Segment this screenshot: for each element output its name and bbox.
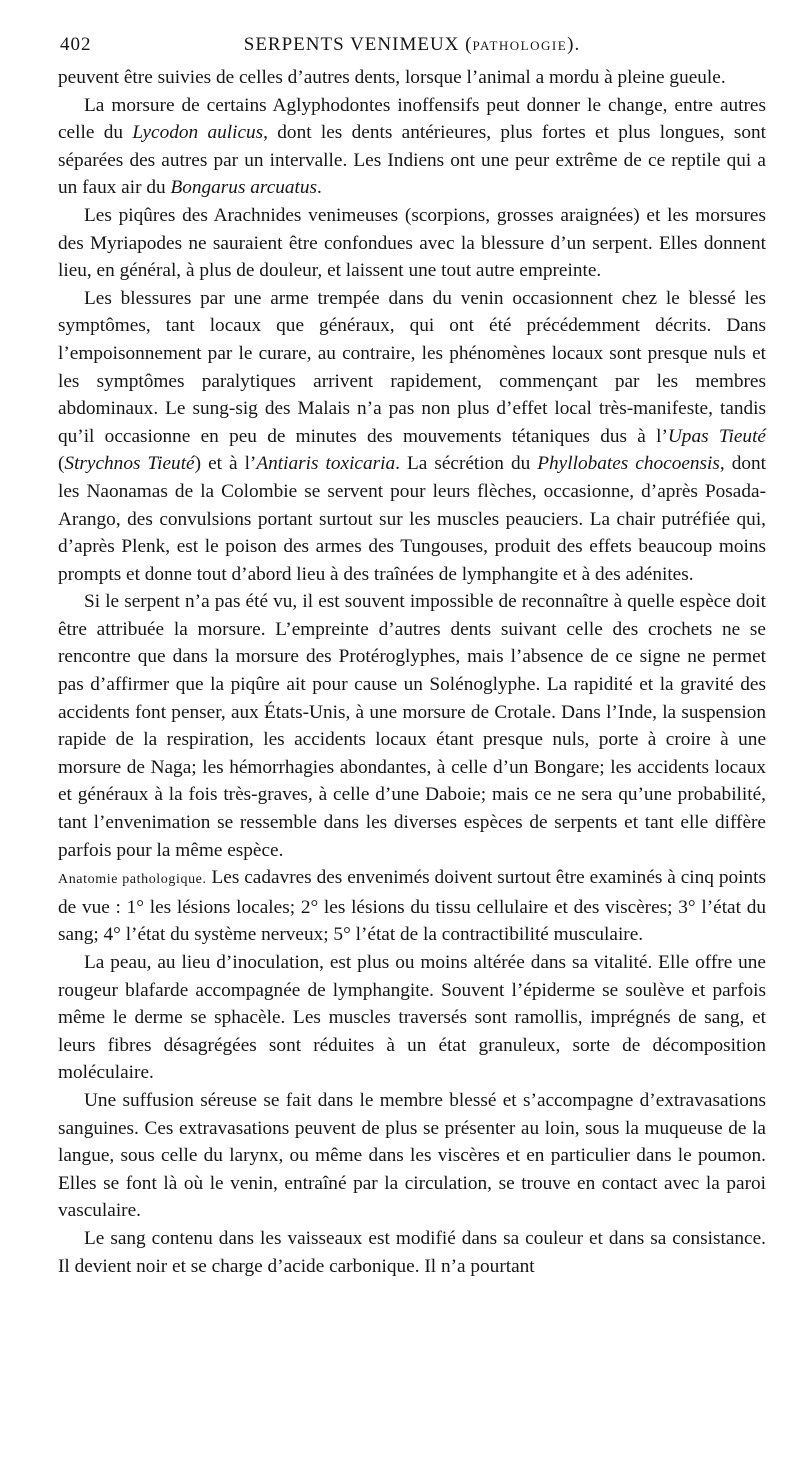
italic-term: Strychnos Tieuté: [64, 453, 195, 475]
running-title: [58, 34, 766, 56]
paragraph: [58, 588, 766, 864]
paragraph: [58, 1225, 766, 1280]
text-run: Une suffusion séreuse se fait dans le membre blessé et s’accompagne d’extravasations sanguines. Ces extravasations peuvent de plus se présenter au loin, sous la muqueuse de la langue, sous celle du larynx, ou même dans les viscères et en particulier dans le poumon. Elles se font là où le venin, entraîné par la circulation, se trouve en contact avec la paroi vasculaire.: [58, 1089, 766, 1222]
italic-term: Upas Tieuté: [667, 425, 766, 447]
text-run: La morsure de certains Aglyphodontes inoffensifs peut donner le change, entre autres celle du: [58, 94, 766, 144]
running-title-section: PATHOLOGIE: [472, 38, 568, 53]
paragraph: [58, 949, 766, 1087]
running-title-main: SERPENTS VENIMEUX (: [243, 34, 473, 55]
italic-term: Bongarus arcuatus: [170, 177, 318, 199]
italic-term: Lycodon aulicus: [132, 122, 264, 144]
body-text: [58, 64, 766, 1280]
italic-term: Antiaris toxicaria: [256, 453, 396, 475]
text-run: (: [58, 453, 65, 475]
paragraph: [58, 285, 766, 589]
paragraph: [58, 202, 766, 285]
paragraph: [58, 92, 766, 202]
text-run: Le sang contenu dans les vaisseaux est modifié dans sa couleur et dans sa consistance. Il devient noir et se charge d’acide carbonique. Il n’a pourtant: [58, 1227, 766, 1277]
italic-term: Phyllobates chocoensis: [537, 453, 720, 475]
paragraph: [58, 1087, 766, 1225]
text-run: , dont les dents antérieures, plus fortes et plus longues, sont séparées des autres par un intervalle. Les Indiens ont une peur extrême de ce reptile qui a un faux air du: [58, 122, 766, 199]
paragraph: [58, 864, 766, 949]
text-run: Les cadavres des envenimés doivent surtout être examinés à cinq points de vue : 1° les lésions locales; 2° les lésions du tissu cellulaire et des viscères; 3° l’état du sang; 4° l’état du système nerveux; 5° l’état de la contractibilité musculaire.: [58, 867, 766, 946]
text-run: Les piqûres des Arachnides venimeuses (scorpions, grosses araignées) et les morsures des Myriapodes ne sauraient être confondues avec la blessure d’un serpent. Elles donnent lieu, en général, à plus de douleur, et laissent une tout autre empreinte.: [58, 204, 766, 282]
section-heading: Anatomie pathologique.: [58, 872, 207, 888]
paragraph: [58, 64, 766, 92]
text-run: , dont les Naonamas de la Colombie se servent pour leurs flèches, occasionne, d’après Posada-Arango, des convulsions portant surtout sur les muscles peauciers. La chair putréfiée qui, d’après Plenk, est le poison des armes des Tungouses, produit des effets beaucoup moins prompts et donne tout d’abord lieu à des traînées de lymphangite et à des adénites.: [58, 453, 767, 585]
text-run: Si le serpent n’a pas été vu, il est souvent impossible de reconnaître à quelle espèce doit être attribuée la morsure. L’empreinte d’autres dents suivant celle des crochets ne se rencontre que dans la morsure des Protéroglyphes, mais l’absence de ce signe ne permet pas d’affirmer que la piqûre ait pour cause un Solénoglyphe. La rapidité et la gravité des accidents font penser, aux États-Unis, à une morsure de Crotale. Dans l’Inde, la suspension rapide de la respiration, les accidents locaux étant presque nuls, porte à croire à une morsure de Naga; les hémorrhagies abondantes, à celle d’un Bongare; les accidents locaux et généraux à la fois très-graves, à celle d’une Daboie; mais ce ne sera qu’une probabilité, tant l’envenimation se ressemble dans les diverses espèces de serpents et tant elle diffère parfois pour la même espèce.: [58, 591, 766, 861]
text-run: .: [317, 177, 322, 199]
text-run: peuvent être suivies de celles d’autres dents, lorsque l’animal a mordu à pleine gueule.: [58, 67, 726, 88]
text-run: ) et à l’: [194, 453, 257, 475]
running-head: [58, 30, 766, 64]
text-run: . La sécrétion du: [395, 453, 538, 475]
page-number: 402: [60, 34, 92, 55]
running-title-end: ).: [567, 34, 581, 55]
text-run: Les blessures par une arme trempée dans du venin occasionnent chez le blessé les symptômes, tant locaux que généraux, qui ont été précédemment décrits. Dans l’empoisonnement par le curare, au contraire, les phénomènes locaux sont presque nuls et les symptômes paralytiques arrivent rapidement, commençant par les membres abdominaux. Le sung-sig des Malais n’a pas non plus d’effet local très-manifeste, tandis qu’il occasionne en peu de minutes des mouvements tétaniques dus à l’: [58, 287, 766, 447]
text-run: La peau, au lieu d’inoculation, est plus ou moins altérée dans sa vitalité. Elle offre une rougeur blafarde accompagnée de lymphangite. Souvent l’épiderme se soulève et parfois même le derme se sphacèle. Les muscles traversés sont ramollis, imprégnés de sang, et leurs fibres désagrégées sont réduites à un état granuleux, sorte de décomposition moléculaire.: [58, 952, 766, 1084]
